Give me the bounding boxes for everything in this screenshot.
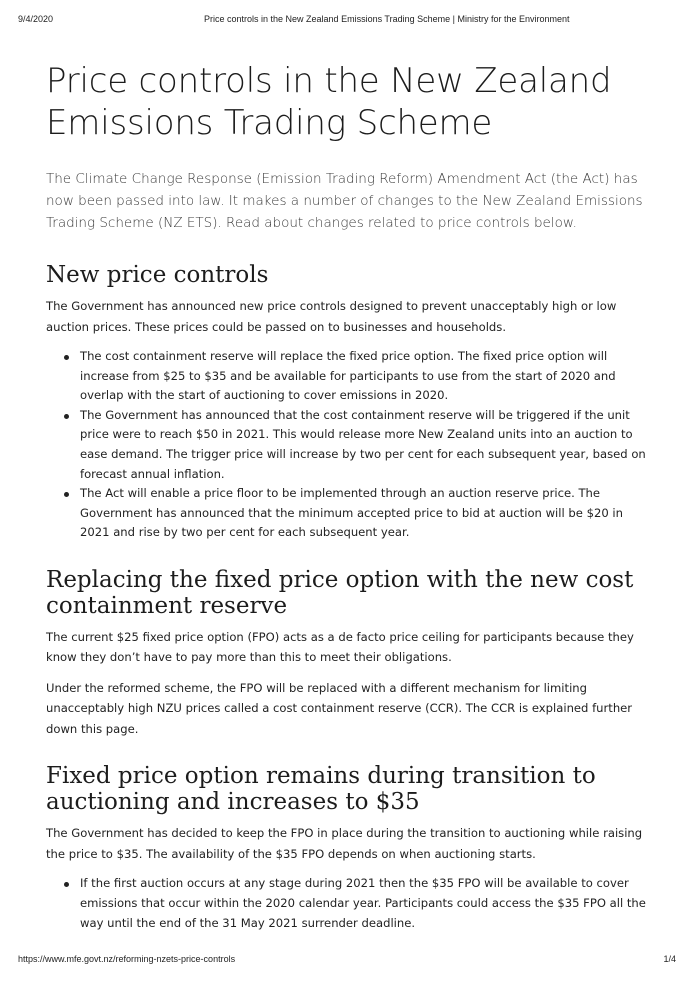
print-date: 9/4/2020: [18, 14, 54, 24]
print-footer: [18, 954, 676, 968]
print-header: [18, 14, 676, 28]
page-number: 1/4: [663, 954, 676, 964]
section-heading: New price controls: [46, 262, 269, 288]
bullet-item: [80, 484, 650, 543]
bullet-item: [80, 406, 650, 484]
page-url: https://www.mfe.govt.nz/reforming-nzets-price-controls: [18, 954, 236, 964]
bullet-text: The Act will enable a price floor to be implemented through an auction reserve price. The Government has announced that the minimum accepted price to bid at auction will be $20 in 2021 and rise by two per cent for each subsequent year.: [80, 486, 623, 540]
bullet-icon: [64, 414, 69, 419]
bullet-text: The cost containment reserve will replace the fixed price option. The fixed price option will increase from $25 to $35 and be available for participants to use from the start of 2020 and overlap with the start of auctioning to cover emissions in 2020.: [80, 349, 616, 403]
print-document-title: Price controls in the New Zealand Emissions Trading Scheme | Ministry for the Environment: [204, 14, 570, 24]
article-content: [46, 60, 650, 933]
intro-paragraph: The Climate Change Response (Emission Trading Reform) Amendment Act (the Act) has now been passed into law. It makes a number of changes to the New Zealand Emissions Trading Scheme (NZ ETS). Read about changes related to price controls below.: [46, 171, 643, 231]
bullet-list: [46, 874, 650, 933]
bullet-text: The Government has announced that the cost containment reserve will be triggered if the unit price were to reach $50 in 2021. This would release more New Zealand units into an auction to ease demand. The trigger price will increase by two per cent for each subsequent year, based on forecast annual inflation.: [80, 407, 646, 481]
bullet-icon: [64, 492, 69, 497]
section-fpo-remains: [46, 763, 650, 933]
bullet-list: [46, 347, 650, 543]
section-heading: Replacing the fixed price option with the new cost containment reserve: [46, 566, 634, 619]
section-replacing-fpo: [46, 567, 650, 740]
bullet-item: [80, 874, 650, 933]
section-paragraph: The current $25 fixed price option (FPO) acts as a de facto price ceiling for participants because they know they don’t have to pay more than this to meet their obligations.: [46, 629, 634, 665]
bullet-text: If the first auction occurs at any stage during 2021 then the $35 FPO will be available to cover emissions that occur within the 2020 calendar year. Participants could access the $35 FPO all the way until the end of the 31 May 2021 surrender deadline.: [80, 876, 646, 930]
section-paragraph: Under the reformed scheme, the FPO will be replaced with a different mechanism for limiting unacceptably high NZU prices called a cost containment reserve (CCR). The CCR is explained further down this page.: [46, 680, 633, 736]
section-paragraph: The Government has decided to keep the FPO in place during the transition to auctioning while raising the price to $35. The availability of the $35 FPO depends on when auctioning starts.: [46, 826, 643, 861]
section-paragraph: The Government has announced new price controls designed to prevent unacceptably high or low auction prices. These prices could be passed on to businesses and households.: [46, 299, 617, 334]
section-new-price-controls: [46, 262, 650, 543]
bullet-icon: [64, 882, 69, 887]
bullet-icon: [64, 355, 69, 360]
section-heading: Fixed price option remains during transition to auctioning and increases to $35: [46, 763, 596, 816]
bullet-item: [80, 347, 650, 406]
page-title: Price controls in the New Zealand Emissions Trading Scheme: [46, 61, 612, 143]
